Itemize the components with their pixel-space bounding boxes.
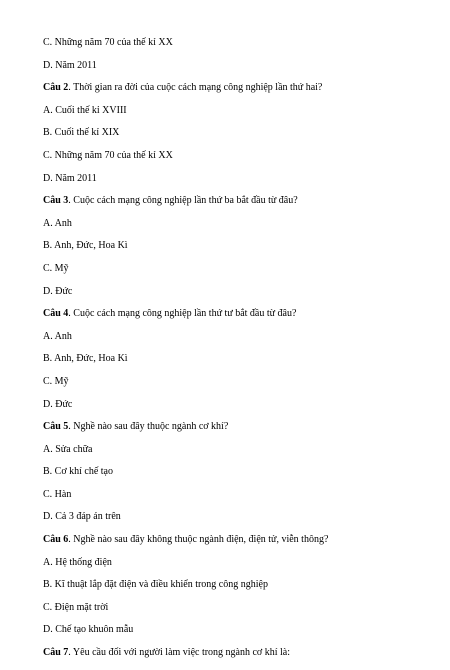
question-line — [43, 82, 443, 93]
question-line — [43, 195, 443, 206]
question-line — [43, 647, 443, 658]
question-line — [43, 534, 443, 545]
answer-option: B. Anh, Đức, Hoa Kì — [43, 353, 128, 365]
question-number: Câu 3 — [43, 195, 69, 207]
question-text: . Cuộc cách mạng công nghiệp lần thứ tư bắt đầu từ đâu? — [68, 308, 297, 320]
answer-option: D. Chế tạo khuôn mẫu — [43, 624, 134, 636]
answer-option: B. Cuối thế kỉ XIX — [43, 127, 120, 139]
question-text: . Nghề nào sau đây thuộc ngành cơ khí? — [68, 421, 229, 433]
answer-option: D. Cả 3 đáp án trên — [43, 511, 121, 523]
question-number: Câu 2 — [43, 82, 69, 94]
question-text: . Nghề nào sau đây không thuộc ngành điện, điện tử, viễn thông? — [68, 534, 329, 546]
question-line — [43, 421, 443, 432]
answer-option: C. Điện mặt trời — [43, 601, 109, 613]
question-text: . Thời gian ra đời của cuộc cách mạng công nghiệp lần thứ hai? — [68, 82, 323, 94]
answer-option: A. Anh — [43, 217, 72, 229]
answer-option: C. Những năm 70 của thế kỉ XX — [43, 149, 173, 161]
question-number: Câu 5 — [43, 421, 69, 433]
question-number: Câu 7 — [43, 647, 69, 659]
answer-option: D. Đức — [43, 398, 73, 410]
answer-option: C. Hàn — [43, 488, 72, 500]
answer-option: B. Anh, Đức, Hoa Kì — [43, 240, 128, 252]
quiz-content — [43, 37, 443, 670]
answer-option: C. Mỹ — [43, 262, 69, 274]
answer-option: A. Sửa chữa — [43, 443, 93, 455]
answer-option: A. Hệ thống điện — [43, 556, 112, 568]
answer-option: B. Cơ khí chế tạo — [43, 466, 113, 478]
question-line — [43, 308, 443, 319]
answer-option: D. Đức — [43, 285, 73, 297]
answer-option: D. Năm 2011 — [43, 59, 97, 71]
question-number: Câu 4 — [43, 308, 69, 320]
question-text: . Yêu cầu đối với người làm việc trong ngành cơ khí là: — [68, 647, 290, 659]
answer-option: C. Mỹ — [43, 375, 69, 387]
answer-option: B. Kĩ thuật lắp đặt điện và điều khiển trong công nghiệp — [43, 579, 268, 591]
answer-option: A. Anh — [43, 330, 72, 342]
answer-option: C. Những năm 70 của thế kỉ XX — [43, 37, 173, 48]
answer-option: A. Cuối thế kỉ XVIII — [43, 104, 127, 116]
answer-option: D. Năm 2011 — [43, 172, 97, 184]
question-text: . Cuộc cách mạng công nghiệp lần thứ ba bắt đầu từ đâu? — [68, 195, 298, 207]
question-number: Câu 6 — [43, 534, 69, 546]
